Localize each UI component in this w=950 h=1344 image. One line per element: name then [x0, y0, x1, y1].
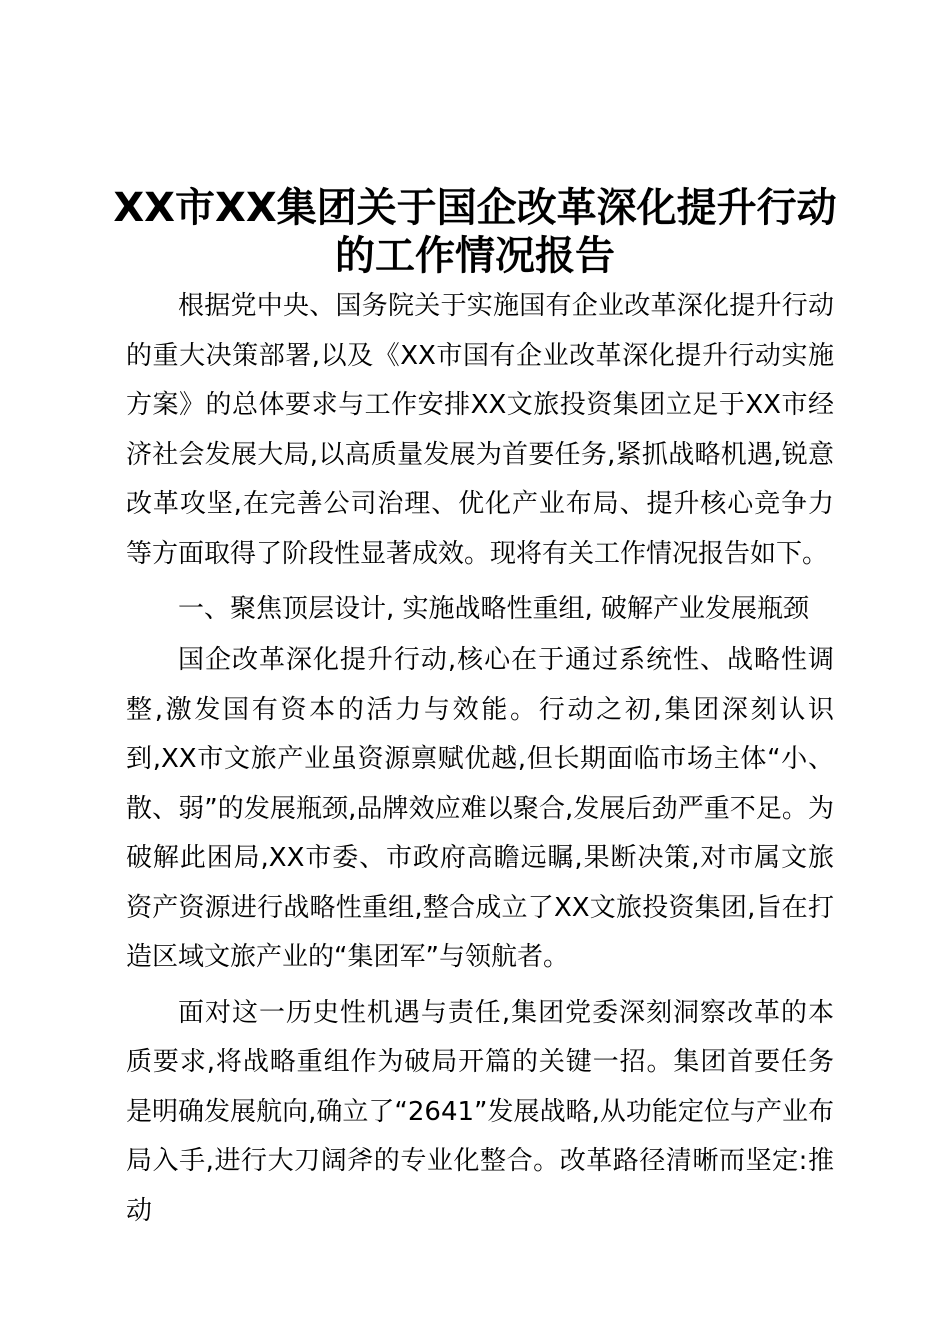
paragraph-strategy: 面对这一历史性机遇与责任,集团党委深刻洞察改革的本质要求,将战略重组作为破局开篇的关键一招。集团首要任务是明确发展航向,确立了“2641”发展战略,从功能定位与产业布局入手,进行大刀阔斧的专业化整合。改革路径清晰而坚定:推动 — [126, 997, 834, 1226]
document-title: XX市XX集团关于国企改革深化提升行动的工作情况报告 — [113, 185, 837, 279]
document-body — [126, 282, 834, 1236]
section-heading-1: 一、聚焦顶层设计, 实施战略性重组, 破解产业发展瓶颈 — [178, 594, 810, 624]
paragraph-intro: 根据党中央、国务院关于实施国有企业改革深化提升行动的重大决策部署,以及《XX市国有企业改革深化提升行动实施方案》的总体要求与工作安排XX文旅投资集团立足于XX市经济社会发展大局,以高质量发展为首要任务,紧抓战略机遇,锐意改革攻坚,在完善公司治理、优化产业布局、提升核心竞争力等方面取得了阶段性显著成效。现将有关工作情况报告如下。 — [126, 291, 834, 569]
paragraph-restructuring: 国企改革深化提升行动,核心在于通过系统性、战略性调整,激发国有资本的活力与效能。行动之初,集团深刻认识到,XX市文旅产业虽资源禀赋优越,但长期面临市场主体“小、散、弱”的发展瓶颈,品牌效应难以聚合,发展后劲严重不足。为破解此困局,XX市委、市政府高瞻远瞩,果断决策,对市属文旅资产资源进行战略性重组,整合成立了XX文旅投资集团,旨在打造区域文旅产业的“集团军”与领航者。 — [126, 645, 834, 972]
